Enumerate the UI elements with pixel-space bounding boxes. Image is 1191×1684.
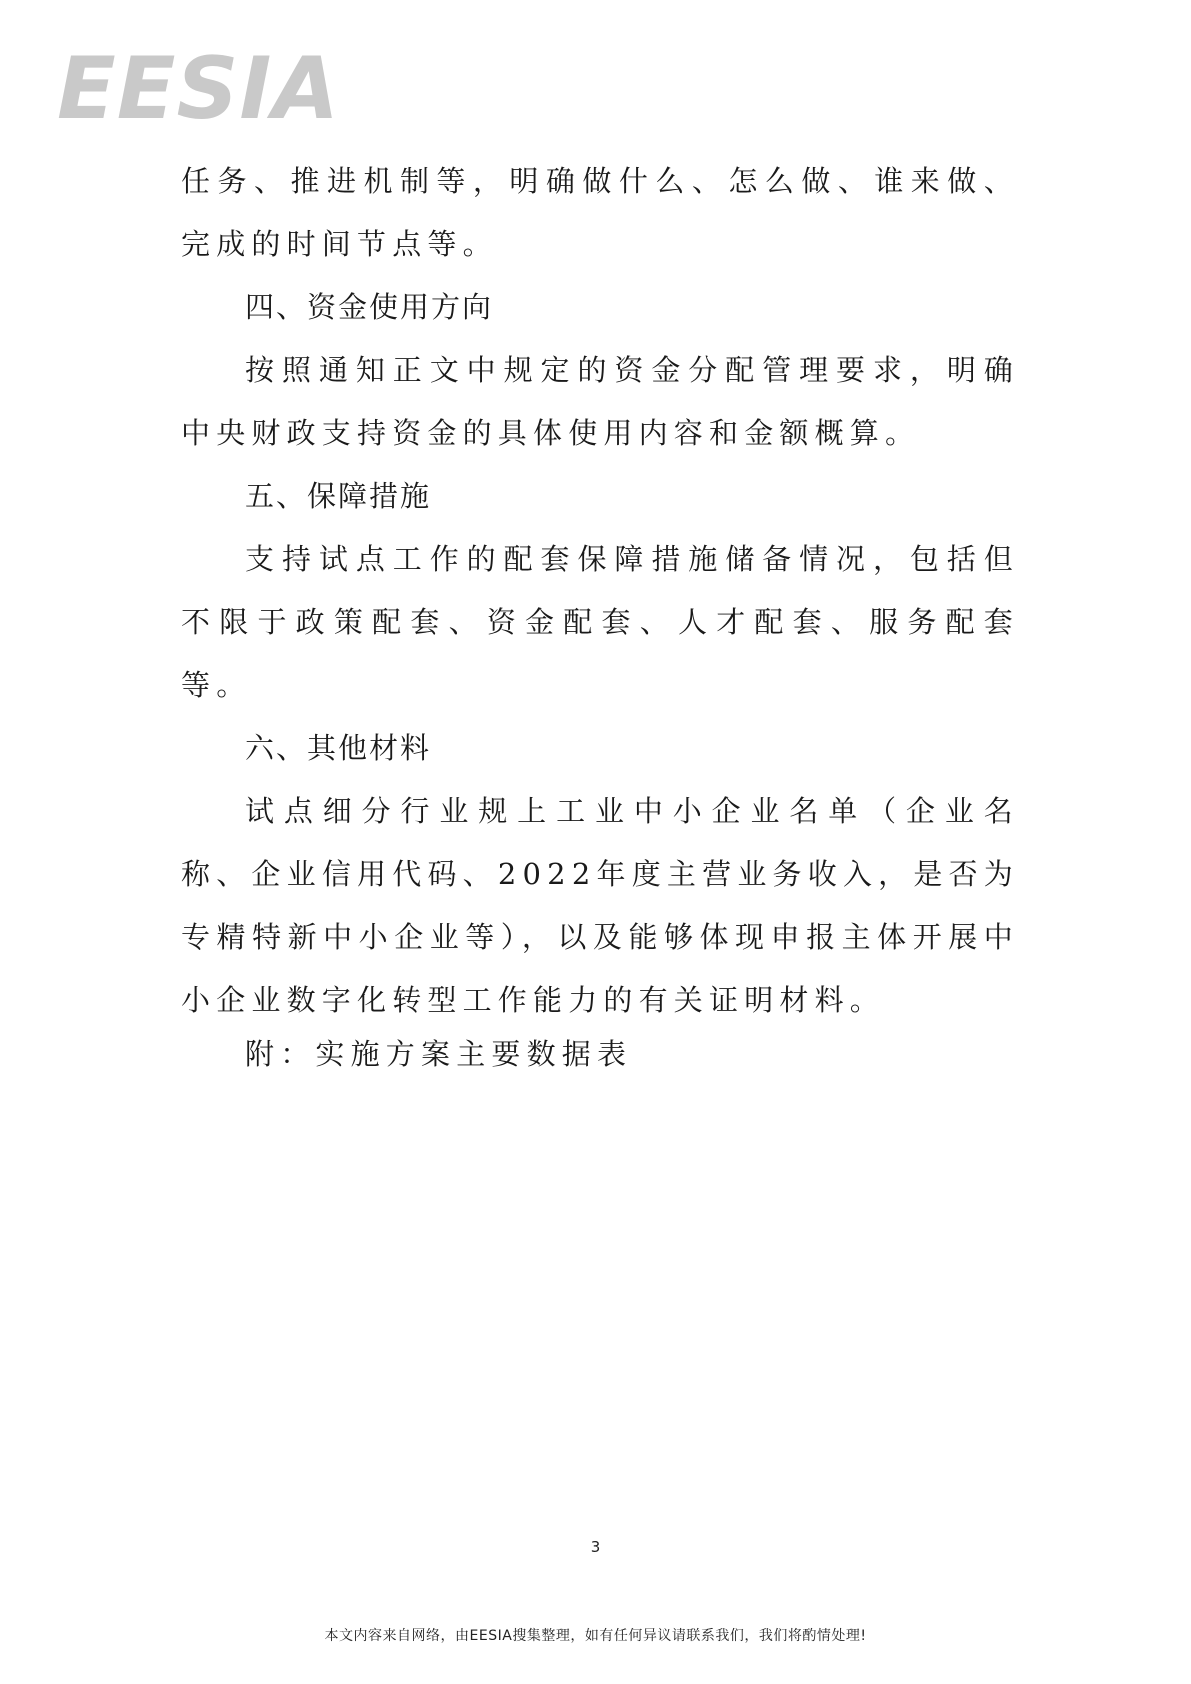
paragraph-safeguards: 支持试点工作的配套保障措施储备情况，包括但不限于政策配套、资金配套、人才配套、服务配套等。 — [181, 542, 1019, 702]
eesia-logo: EESIA — [57, 39, 340, 139]
section-heading-safeguards: 五、保障措施 — [245, 479, 432, 513]
section-heading-funding: 四、资金使用方向 — [245, 290, 494, 324]
document-body — [181, 150, 1019, 1032]
paragraph-continued: 任务、推进机制等，明确做什么、怎么做、谁来做、完成的时间节点等。 — [181, 164, 1019, 261]
page-number: 3 — [590, 1538, 601, 1556]
section-heading-other-materials: 六、其他材料 — [245, 731, 432, 765]
paragraph-funding: 按照通知正文中规定的资金分配管理要求，明确中央财政支持资金的具体使用内容和金额概算。 — [181, 353, 1019, 450]
paragraph-other-materials: 试点细分行业规上工业中小企业名单（企业名称、企业信用代码、2022年度主营业务收入，是否为专精特新中小企业等），以及能够体现申报主体开展中小企业数字化转型工作能力的有关证明材料。 — [181, 794, 1019, 1017]
footer-disclaimer: 本文内容来自网络，由EESIA搜集整理，如有任何异议请联系我们，我们将酌情处理! — [324, 1628, 867, 1644]
attachment-note: 附：实施方案主要数据表 — [245, 1037, 633, 1071]
